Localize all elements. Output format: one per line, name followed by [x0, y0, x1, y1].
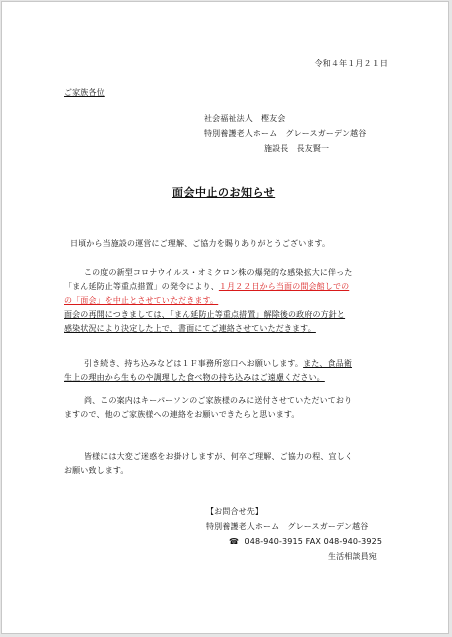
facility-name: 特別養護老人ホーム グレースガーデン越谷: [204, 129, 367, 138]
phone-icon: ☎: [229, 537, 240, 546]
resumption-line-1: 面会の再開につきましては、「まん延防止等重点措置」解除後の政府の方針と: [64, 310, 346, 319]
notice-line-1: この度の新型コロナウイルス・オミクロン株の爆発的な感染拡大に伴った: [84, 268, 353, 277]
document-page: [1, 1, 449, 634]
suspension-date-text: １月２２日から当面の間会館しでの: [218, 282, 350, 291]
suspension-notice: の「面会」を中止とさせていただきます。: [64, 296, 219, 305]
closing-line-2: お願い致します。: [64, 466, 129, 475]
contact-phone: [229, 536, 382, 547]
addressee: ご家族各位: [64, 88, 105, 97]
keyperson-line-2: ますので、他のご家族様への連絡をお願いできたらと思います。: [64, 410, 300, 419]
notice-line-2-a: 「まん延防止等重点措置」の発令により、: [64, 282, 219, 291]
director-name: 施設長 長友賢一: [264, 144, 330, 153]
org-name: 社会福祉法人 樫友会: [204, 114, 286, 123]
food-notice-start: また、食品衛: [303, 359, 352, 368]
page-title: 面会中止のお知らせ: [172, 186, 276, 199]
notice-line-2: [64, 281, 349, 292]
delivery-line-1: [84, 358, 352, 369]
delivery-line-1-a: 引き続き、持ち込みなどは１Ｆ事務所窓口へお願いします。: [84, 359, 304, 368]
contact-department: 生活相談員宛: [328, 552, 377, 561]
contact-facility: 特別養護老人ホーム グレースガーデン越谷: [206, 522, 369, 531]
keyperson-line-1: 尚、この案内はキーパーソンのご家族様のみに送付させていただいており: [84, 396, 353, 405]
contact-heading: 【お問合せ先】: [206, 507, 264, 516]
phone-fax-numbers: 048-940-3915 FAX 048-940-3925: [244, 537, 383, 546]
issue-date: 令和４年１月２１日: [314, 59, 388, 68]
greeting-text: 日頃から当施設の運営にご理解、ご協力を賜りありがとうございます。: [70, 239, 331, 248]
closing-line-1: 皆様には大変ご迷惑をお掛けしますが、何卒ご理解、ご協力の程、宜しく: [84, 452, 353, 461]
resumption-line-2: 感染状況により決定した上で、書面にてご連絡させていただきます。: [64, 324, 316, 333]
food-notice-line-2: 生上の理由から生ものや調理した食べ物の持ち込みはご遠慮ください。: [64, 373, 325, 382]
